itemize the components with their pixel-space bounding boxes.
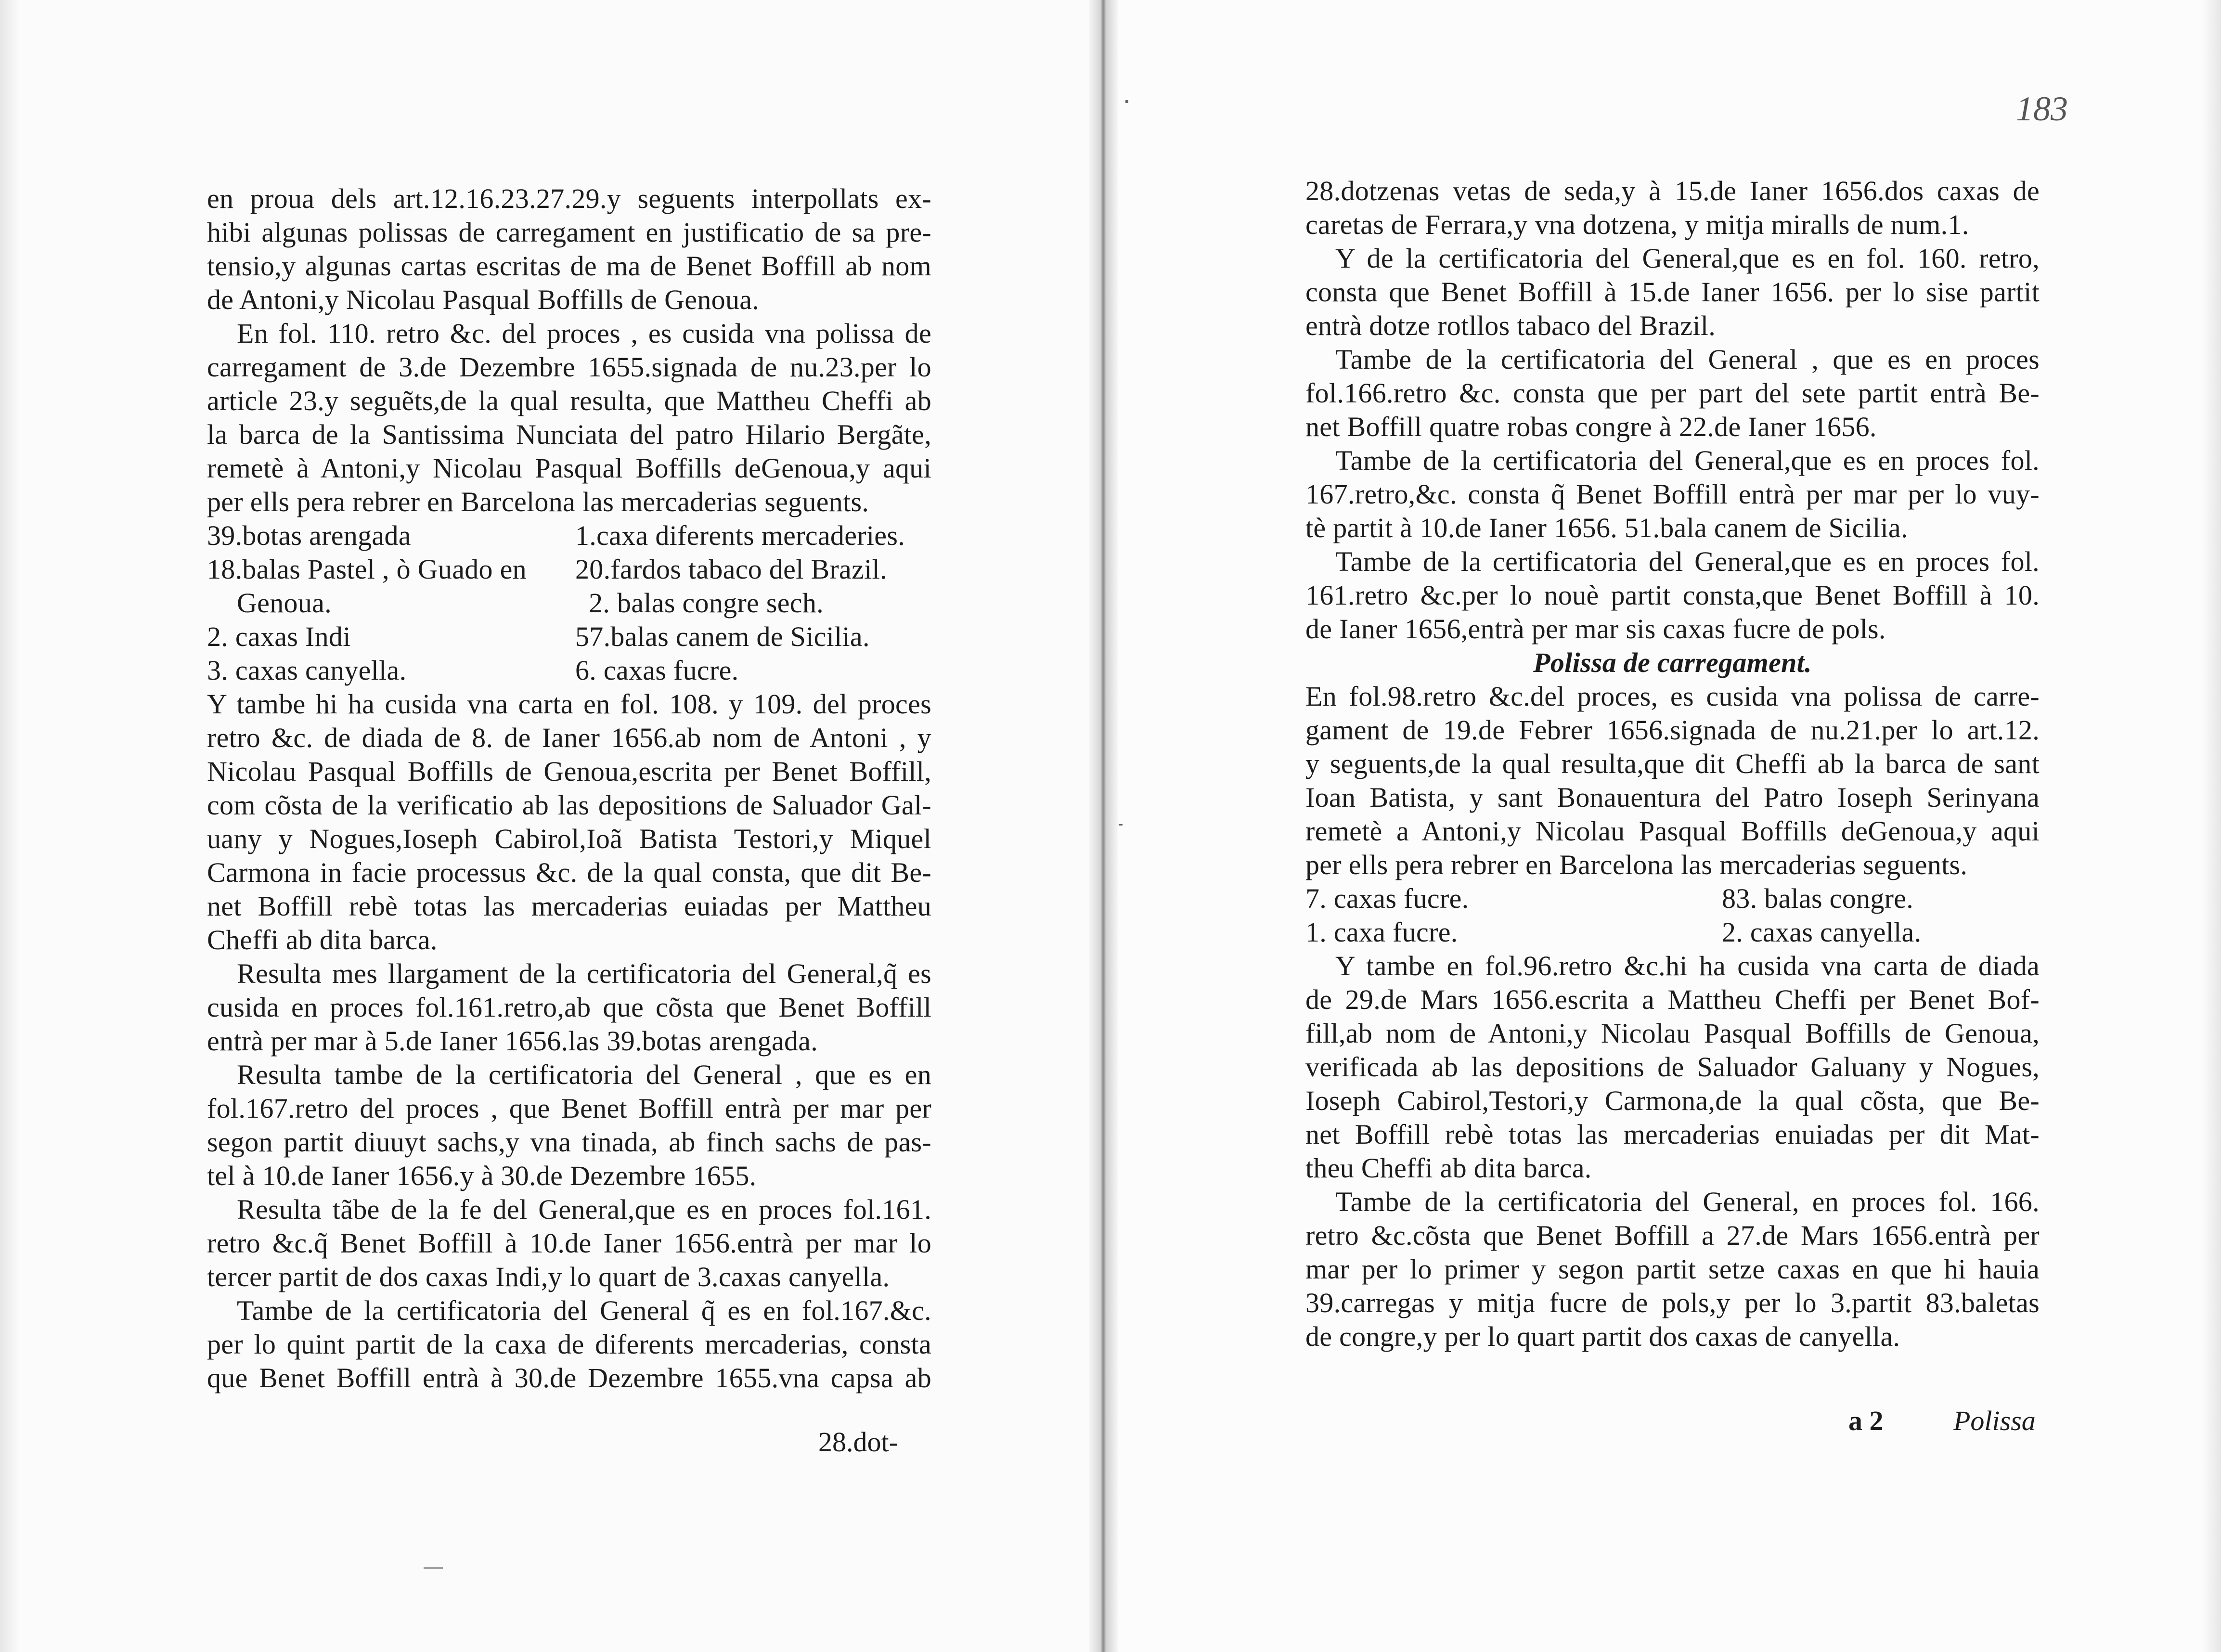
- text-line: cusida en proces fol.161.retro,ab que cõsta que Benet Boffill: [207, 992, 931, 1023]
- text-line: uany y Nogues,Ioseph Cabirol,Ioã Batista Testori,y Miquel: [207, 823, 931, 854]
- text-line: segon partit diuuyt sachs,y vna tinada, ab finch sachs de pas-: [207, 1126, 931, 1158]
- goods-item: 3. caxas canyella.: [207, 655, 407, 686]
- text-line: remetè a Antoni,y Nicolau Pasqual Boffills deGenoua,y aqui: [1305, 815, 2040, 847]
- text-line: retro &c.q̃ Benet Boffill à 10.de Ianer 1656.entrà per mar lo: [207, 1227, 931, 1259]
- text-line: retro &c.cõsta que Benet Boffill a 27.de Mars 1656.entrà per: [1305, 1220, 2040, 1251]
- text-line: per ells pera rebrer en Barcelona las mercaderias seguents.: [1305, 849, 1968, 880]
- text-line: consta que Benet Boffill à 15.de Ianer 1656. per lo sise partit: [1305, 276, 2040, 308]
- left-page-text: [207, 182, 931, 1395]
- text-line: gament de 19.de Febrer 1656.signada de nu.21.per lo art.12.: [1305, 714, 2040, 746]
- goods-item: 39.botas arengada: [207, 520, 411, 551]
- page-edge-shadow: [0, 0, 19, 1652]
- text-line: 167.retro,&c. consta q̃ Benet Boffill entrà per mar per lo vuy-: [1305, 478, 2040, 510]
- right-page-text: [1305, 174, 2040, 1354]
- text-line: de Ianer 1656,entrà per mar sis caxas fucre de pols.: [1305, 613, 1886, 645]
- signature-mark: a 2: [1848, 1405, 1884, 1436]
- text-line: Tambe de la certificatoria del General,que es en proces fol.: [1335, 546, 2040, 577]
- text-line: y seguents,de la qual resulta,que dit Cheffi ab la barca de sant: [1305, 748, 2040, 779]
- goods-item: Genoua.: [237, 587, 332, 619]
- goods-row: [1305, 916, 2040, 949]
- text-line: de Antoni,y Nicolau Pasqual Boffills de Genoua.: [207, 284, 760, 315]
- goods-item: 1. caxa fucre.: [1305, 916, 1458, 948]
- page-edge-shadow: [2202, 0, 2221, 1652]
- text-line: caretas de Ferrara,y vna dotzena, y mitja miralls de num.1.: [1305, 209, 1969, 240]
- text-line: com cõsta de la verificatio ab las depositions de Saluador Gal-: [207, 789, 931, 821]
- goods-row: [207, 519, 931, 553]
- text-line: 39.carregas y mitja fucre de pols,y per lo 3.partit 83.baletas: [1305, 1287, 2040, 1318]
- page-mark: [1119, 824, 1123, 826]
- text-line: 28.dotzenas vetas de seda,y à 15.de Ianer 1656.dos caxas de: [1305, 175, 2040, 206]
- goods-row: [207, 654, 931, 687]
- goods-item: 6. caxas fucre.: [575, 655, 739, 686]
- goods-item: 57.balas canem de Sicilia.: [575, 621, 870, 652]
- goods-item: 2. caxas Indi: [207, 621, 351, 652]
- text-line: Nicolau Pasqual Boffills de Genoua,escrita per Benet Boffill,: [207, 756, 931, 787]
- text-line: Tambe de la certificatoria del General,que es en proces fol.: [1335, 445, 2040, 476]
- text-line: remetè à Antoni,y Nicolau Pasqual Boffills deGenoua,y aqui: [207, 452, 931, 484]
- catchword: Polissa: [1953, 1405, 2036, 1436]
- text-line: per lo quint partit de la caxa de diferents mercaderias, consta: [207, 1329, 931, 1360]
- goods-item: 7. caxas fucre.: [1305, 883, 1469, 914]
- text-line: Carmona in facie processus &c. de la qual consta, que dit Be-: [207, 857, 931, 888]
- text-line: Y tambe hi ha cusida vna carta en fol. 108. y 109. del proces: [207, 688, 931, 720]
- text-line: entrà dotze rotllos tabaco del Brazil.: [1305, 310, 1716, 341]
- text-line: que Benet Boffill entrà à 30.de Dezembre 1655.vna capsa ab: [207, 1362, 931, 1394]
- text-line: Ioan Batista, y sant Bonauentura del Patro Ioseph Serinyana: [1305, 782, 2040, 813]
- text-line: Resulta tambe de la certificatoria del General , que es en: [237, 1059, 931, 1090]
- text-line: Tambe de la certificatoria del General q̃ es en fol.167.&c.: [237, 1295, 931, 1326]
- goods-row: [207, 553, 931, 586]
- text-line: fol.166.retro &c. consta que per part del sete partit entrà Be-: [1305, 377, 2040, 409]
- goods-row: [1305, 882, 2040, 916]
- goods-item: 1.caxa diferents mercaderies.: [575, 520, 905, 551]
- goods-row: [207, 586, 931, 620]
- text-line: 161.retro &c.per lo nouè partit consta,que Benet Boffill à 10.: [1305, 580, 2040, 611]
- goods-item: 2. balas congre sech.: [589, 587, 824, 619]
- text-line: verificada ab las depositions de Saluador Galuany y Nogues,: [1305, 1051, 2040, 1083]
- text-line: tensio,y algunas cartas escritas de ma de Benet Boffill ab nom: [207, 250, 931, 282]
- page-mark: [424, 1567, 443, 1569]
- text-line: Y tambe en fol.96.retro &c.hi ha cusida vna carta de diada: [1335, 950, 2040, 981]
- text-line: hibi algunas polissas de carregament en justificatio de sa pre-: [207, 217, 931, 248]
- text-line: En fol.98.retro &c.del proces, es cusida vna polissa de carre-: [1305, 681, 2040, 712]
- text-line: mar per lo primer y segon partit setze caxas en que hi hauia: [1305, 1253, 2040, 1285]
- text-line: en proua dels art.12.16.23.27.29.y seguents interpollats ex-: [207, 183, 931, 214]
- text-line: tè partit à 10.de Ianer 1656. 51.bala canem de Sicilia.: [1305, 512, 1908, 543]
- text-line: Tambe de la certificatoria del General , que es en proces: [1335, 344, 2040, 375]
- text-line: net Boffill rebè totas las mercaderias enuiadas per dit Mat-: [1305, 1119, 2040, 1150]
- text-line: net Boffill quatre robas congre à 22.de Ianer 1656.: [1305, 411, 1877, 442]
- text-line: net Boffill rebè totas las mercaderias euiadas per Mattheu: [207, 891, 931, 922]
- text-line: article 23.y seguẽts,de la qual resulta, que Mattheu Cheffi ab: [207, 385, 931, 416]
- text-line: de 29.de Mars 1656.escrita a Mattheu Cheffi per Benet Bof-: [1305, 984, 2040, 1015]
- text-line: la barca de la Santissima Nunciata del patro Hilario Bergãte,: [207, 419, 931, 450]
- goods-row: [207, 620, 931, 654]
- page-mark: [1125, 100, 1128, 103]
- text-line: Cheffi ab dita barca.: [207, 924, 438, 955]
- book-gutter: [1089, 0, 1118, 1652]
- text-line: Y de la certificatoria del General,que es en fol. 160. retro,: [1335, 243, 2040, 274]
- text-line: fol.167.retro del proces , que Benet Boffill entrà per mar per: [207, 1093, 931, 1124]
- text-line: Resulta tãbe de la fe del General,que es en proces fol.161.: [237, 1194, 931, 1225]
- text-line: tercer partit de dos caxas Indi,y lo quart de 3.caxas canyella.: [207, 1261, 890, 1292]
- text-line: Tambe de la certificatoria del General, en proces fol. 166.: [1335, 1186, 2040, 1217]
- goods-item: 83. balas congre.: [1722, 883, 1914, 914]
- text-line: per ells pera rebrer en Barcelona las mercaderias seguents.: [207, 486, 869, 517]
- text-line: retro &c. de diada de 8. de Ianer 1656.ab nom de Antoni , y: [207, 722, 931, 753]
- text-line: tel à 10.de Ianer 1656.y à 30.de Dezembre 1655.: [207, 1160, 757, 1191]
- text-line: de congre,y per lo quart partit dos caxas de canyella.: [1305, 1321, 1900, 1352]
- text-line: carregament de 3.de Dezembre 1655.signada de nu.23.per lo: [207, 351, 931, 383]
- text-line: Ioseph Cabirol,Testori,y Carmona,de la qual cõsta, que Be-: [1305, 1085, 2040, 1116]
- section-heading: Polissa de carregament.: [1533, 647, 1812, 678]
- folio-number: 183: [2016, 90, 2068, 128]
- goods-item: 18.balas Pastel , ò Guado en: [207, 554, 527, 585]
- text-line: En fol. 110. retro &c. del proces , es cusida vna polissa de: [237, 318, 931, 349]
- goods-item: 20.fardos tabaco del Brazil.: [575, 554, 887, 585]
- text-line: theu Cheffi ab dita barca.: [1305, 1152, 1592, 1184]
- text-line: Resulta mes llargament de la certificatoria del General,q̃ es: [237, 958, 931, 989]
- text-line: entrà per mar à 5.de Ianer 1656.las 39.botas arengada.: [207, 1025, 818, 1057]
- catchword: 28.dot-: [818, 1426, 898, 1458]
- goods-item: 2. caxas canyella.: [1722, 916, 1922, 948]
- text-line: fill,ab nom de Antoni,y Nicolau Pasqual Boffills de Genoua,: [1305, 1018, 2040, 1049]
